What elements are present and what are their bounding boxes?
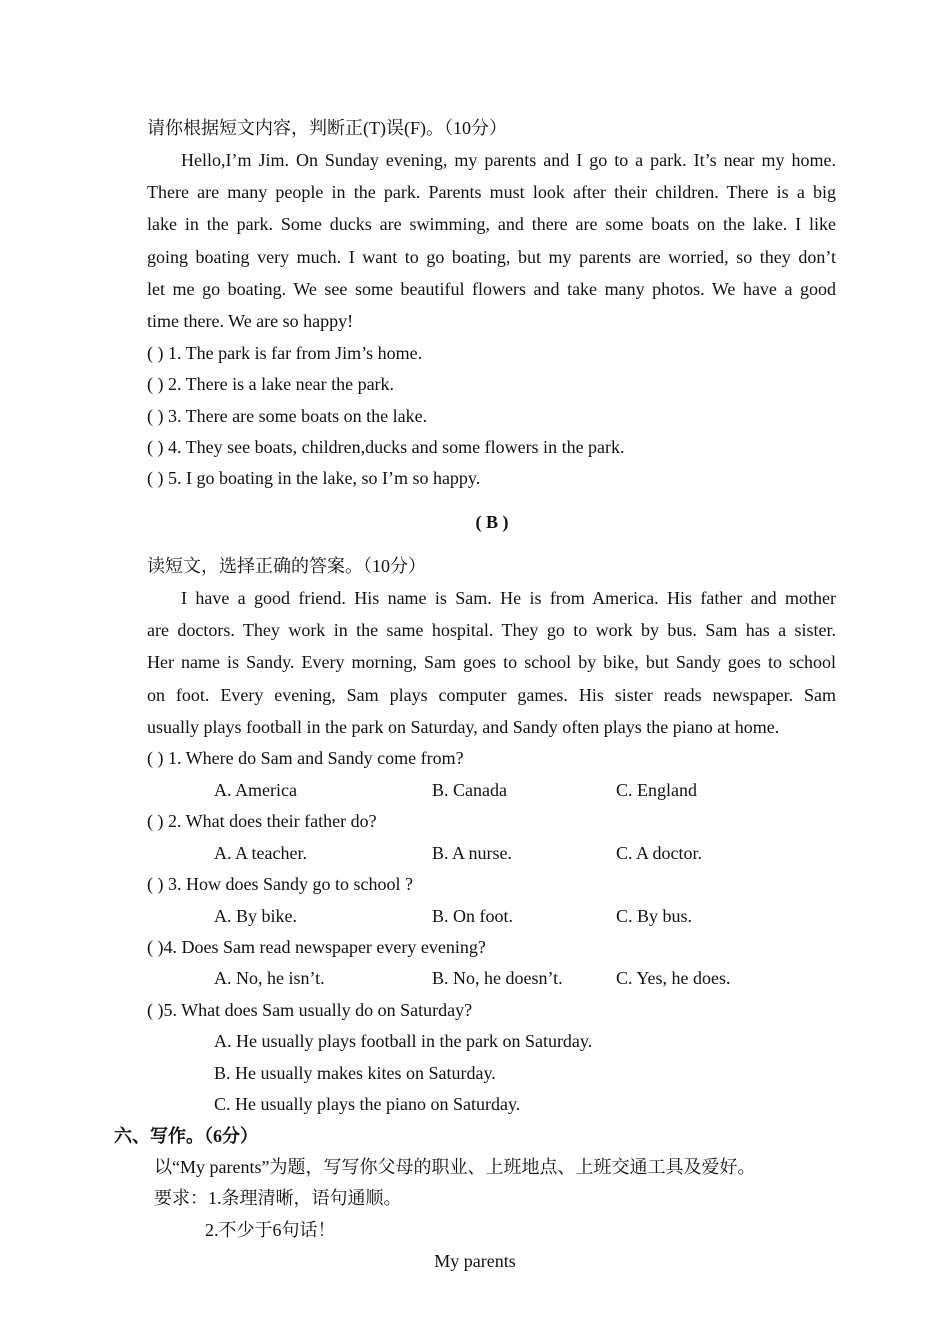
q1-option-c: C. England [616, 780, 697, 800]
part-b-passage-line-4: on foot. Every evening, Sam plays computer games. His sister reads newspaper. Sam [147, 685, 836, 705]
part-a-question-3: ( ) 3. There are some boats on the lake. [147, 406, 428, 426]
writing-requirement-2: 2.不少于6句话！ [205, 1220, 336, 1240]
part-b-question-1: ( ) 1. Where do Sam and Sandy come from? [147, 748, 464, 768]
part-a-question-2: ( ) 2. There is a lake near the park. [147, 374, 395, 394]
part-a-question-4: ( ) 4. They see boats, children,ducks and some flowers in the park. [147, 437, 625, 457]
part-b-instruction: 读短文，选择正确的答案。（10分） [147, 556, 426, 576]
writing-requirement-1: 要求：1.条理清晰，语句通顺。 [154, 1188, 402, 1208]
q5-option-a: A. He usually plays football in the park on Saturday. [214, 1031, 593, 1051]
part-a-passage-line-2: There are many people in the park. Parents must look after their children. There is a big [147, 182, 836, 202]
part-b-passage-line-5: usually plays football in the park on Saturday, and Sandy often plays the piano at home. [147, 717, 780, 737]
q5-option-b: B. He usually makes kites on Saturday. [214, 1063, 496, 1083]
part-b-question-2: ( ) 2. What does their father do? [147, 811, 377, 831]
part-b-heading: ( B ) [475, 512, 509, 532]
q1-option-b: B. Canada [432, 780, 507, 800]
q1-option-a: A. America [214, 780, 297, 800]
part-b-passage-line-1: I have a good friend. His name is Sam. He is from America. His father and mother [181, 588, 836, 608]
q4-option-b: B. No, he doesn’t. [432, 968, 563, 988]
part-a-question-1: ( ) 1. The park is far from Jim’s home. [147, 343, 423, 363]
part-a-passage-line-5: let me go boating. We see some beautiful flowers and take many photos. We have a good [147, 279, 836, 299]
q3-option-b: B. On foot. [432, 906, 513, 926]
part-b-question-5: ( )5. What does Sam usually do on Saturday? [147, 1000, 473, 1020]
part-b-question-3: ( ) 3. How does Sandy go to school ? [147, 874, 413, 894]
part-b-passage-line-2: are doctors. They work in the same hospital. They go to work by bus. Sam has a sister. [147, 620, 836, 640]
part-a-passage-line-6: time there. We are so happy! [147, 311, 354, 331]
q4-option-a: A. No, he isn’t. [214, 968, 325, 988]
q3-option-a: A. By bike. [214, 906, 297, 926]
q5-option-c: C. He usually plays the piano on Saturday. [214, 1094, 521, 1114]
part-a-passage-line-1: Hello,I’m Jim. On Sunday evening, my parents and I go to a park. It’s near my home. [181, 150, 836, 170]
part-b-question-4: ( )4. Does Sam read newspaper every evening? [147, 937, 486, 957]
writing-heading: 六、写作。（6分） [114, 1126, 258, 1146]
part-a-question-5: ( ) 5. I go boating in the lake, so I’m so happy. [147, 468, 481, 488]
part-b-passage-line-3: Her name is Sandy. Every morning, Sam goes to school by bike, but Sandy goes to school [147, 652, 836, 672]
writing-title: My parents [434, 1251, 516, 1271]
q4-option-c: C. Yes, he does. [616, 968, 731, 988]
q2-option-b: B. A nurse. [432, 843, 513, 863]
part-a-passage-line-4: going boating very much. I want to go boating, but my parents are worried, so they don’t [147, 247, 836, 267]
part-a-instruction: 请你根据短文内容，判断正(T)误(F)。（10分） [147, 118, 507, 138]
q2-option-a: A. A teacher. [214, 843, 307, 863]
part-a-passage-line-3: lake in the park. Some ducks are swimming, and there are some boats on the lake. I like [147, 214, 836, 234]
q2-option-c: C. A doctor. [616, 843, 703, 863]
writing-prompt: 以“My parents”为题，写写你父母的职业、上班地点、上班交通工具及爱好。 [154, 1157, 756, 1177]
q3-option-c: C. By bus. [616, 906, 693, 926]
